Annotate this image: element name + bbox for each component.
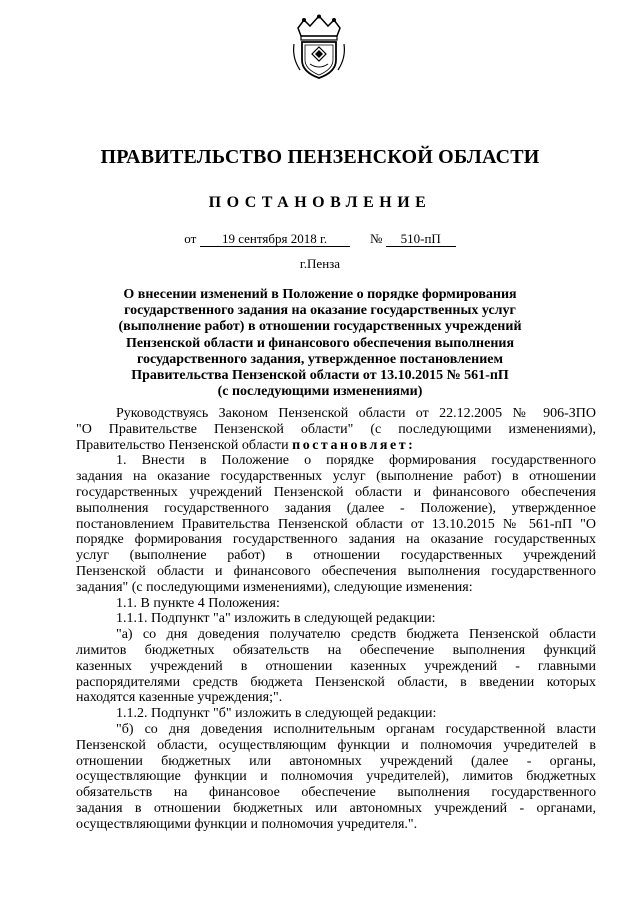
body-line	[76, 438, 596, 454]
body-line: 1.1.2. Подпункт "б" изложить в следующей редакции:	[116, 706, 437, 722]
body-line: осуществляющие функции и полномочия учредителей), лимитов бюджетных	[76, 769, 596, 785]
document-title	[90, 287, 550, 400]
document-type-heading: ПОСТАНОВЛЕНИЕ	[208, 194, 432, 211]
body-line: лимитов бюджетных обязательств на обеспечение выполнения функций	[76, 642, 596, 658]
title-line: О внесении изменений в Положение о порядке формирования	[123, 287, 517, 302]
body-line: услуг (выполнение работ) в отношении государственных учреждений	[76, 548, 596, 564]
title-line: государственного задания, утвержденное постановлением	[136, 351, 504, 367]
title-line: (с последующими изменениями)	[217, 384, 423, 400]
body-line: порядке формирования государственного задания на оказание государственных	[76, 532, 596, 548]
body-line: 1.1. В пункте 4 Положения:	[116, 595, 280, 611]
body-line: находятся казенные учреждения;".	[76, 690, 283, 706]
date-prefix: от	[184, 231, 197, 246]
title-line: Пензенской области и финансового обеспечения выполнения	[125, 335, 515, 351]
number-field: 510-пП	[386, 231, 456, 247]
coat-of-arms-emblem	[290, 14, 348, 80]
body-line: обязательств на финансовое обеспечение выполнения государственного	[76, 785, 596, 801]
body-line: задания" (с последующими изменениями), следующие изменения:	[76, 579, 473, 595]
body-line: 1.1.1. Подпункт "а" изложить в следующей редакции:	[116, 611, 436, 627]
body-text: Правительство Пензенской области	[76, 437, 289, 453]
title-line: Правительства Пензенской области от 13.10.2015 № 561-пП	[131, 368, 509, 384]
organization-heading: ПРАВИТЕЛЬСТВО ПЕНЗЕНСКОЙ ОБЛАСТИ	[100, 146, 540, 168]
resolution-keyword: постановляет:	[292, 437, 416, 453]
body-line: "О Правительстве Пензенской области" (с последующими изменениями),	[76, 421, 596, 437]
body-line: Пензенской области и финансового обеспечения выполнения государственного	[76, 563, 596, 579]
title-line: государственного задания на оказание государственных услуг	[124, 303, 516, 319]
body-line: Пензенской области, осуществляющим функции и полномочия учредителей в	[76, 737, 596, 753]
body-line: казенных учреждений в отношении казенных учреждений - главными	[76, 658, 596, 674]
body-line: задания в отношении бюджетных или автономных учреждений - органами,	[76, 800, 596, 816]
document-body	[76, 406, 596, 833]
body-line: задания на оказание государственных услуг (выполнение работ) в отношении	[76, 469, 596, 485]
body-line: Руководствуясь Законом Пензенской области от 22.12.2005 № 906-ЗПО	[116, 406, 596, 421]
title-line: (выполнение работ) в отношении государственных учреждений	[118, 319, 522, 335]
number-prefix: №	[370, 231, 383, 246]
body-line: "а) со дня доведения получателю средств бюджета Пензенской области	[116, 627, 596, 643]
body-line: выполнения государственного задания (далее - Положение), утвержденное	[76, 500, 596, 516]
body-line: постановлением Правительства Пензенской области от 13.10.2015 № 561-пП "О	[76, 516, 596, 532]
body-line: "б) со дня доведения исполнительным органам государственной власти	[116, 721, 596, 737]
date-number-line	[0, 231, 640, 247]
date-field: 19 сентября 2018 г.	[200, 231, 350, 247]
body-line: осуществляющими функции и полномочия учредителя.".	[76, 816, 418, 832]
body-line: 1. Внести в Положение о порядке формирования государственного	[116, 453, 596, 469]
city-label: г.Пенза	[299, 256, 341, 271]
body-line: отношении бюджетных или автономных учреждений (далее - органы,	[76, 753, 596, 769]
body-line: распорядителями средств бюджета Пензенской области, в введении которых	[76, 674, 596, 690]
body-line: государственных учреждений Пензенской области и финансового обеспечения	[76, 484, 596, 500]
